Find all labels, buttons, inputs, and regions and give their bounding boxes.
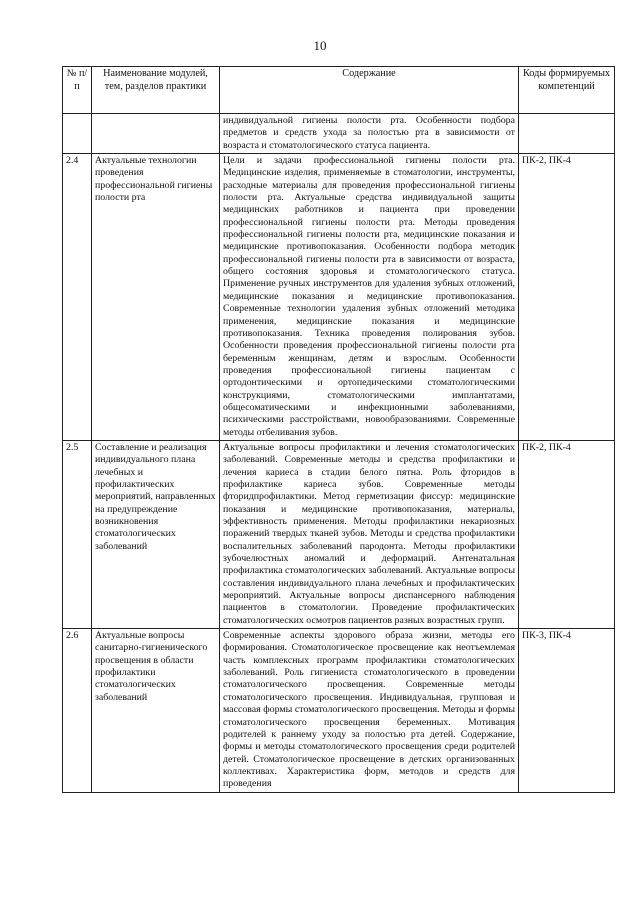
page-number: 10 <box>313 38 327 53</box>
row-codes <box>519 114 615 154</box>
row-codes: ПК-2, ПК-4 <box>519 440 615 628</box>
table-header-row <box>63 67 615 114</box>
table-row <box>63 114 615 154</box>
row-num: 2.6 <box>63 629 92 792</box>
row-num: 2.4 <box>63 154 92 441</box>
row-name <box>92 114 220 154</box>
row-content: Актуальные вопросы профилактики и лечения стоматологических заболеваний. Современные методы и средства профилактики и лечения кариеса в стадии белого пятна. Роль фторидов в профилактике кариеса зубов. Современные методы фторидпрофилактики. Метод герметизации фиссур: медицинские показания и медицинские противопоказания, материалы, эффективность применения. Методы профилактики некариозных поражений твердых тканей зубов. Методы и средства профилактики воспалительных заболеваний пародонта. Методы профилактики зубочелюстных аномалий и деформаций. Антенатальная профилактика стоматологических заболеваний. Актуальные вопросы составления индивидуального плана лечебных и профилактических мероприятий. Актуальные вопросы диспансерного наблюдения пациентов в стоматологии. Проведение профилактических стоматологических осмотров пациентов разных возрастных групп. <box>220 440 519 628</box>
row-content: Цели и задачи профессиональной гигиены полости рта. Медицинские изделия, применяемые в стоматологии, инструменты, расходные материалы для проведения профессиональной гигиены полости рта. Актуальные средства индивидуальной защиты медицинских работников и пациента при проведении профессиональной гигиены полости рта. Методы проведения профессиональной гигиены полости рта, медицинские показания и медицинские противопоказания. Особенности подбора методик профессиональной гигиены полости рта в зависимости от возраста, общего состояния здоровья и стоматологического статуса. Применение ручных инструментов для удаления зубных отложений, медицинские показания и медицинские противопоказания. Современные технологии удаления зубных отложений методика применения, медицинские показания и медицинские противопоказания. Техника проведения полирования зубов. Особенности проведения профессиональной гигиены полости рта беременным женщинам, детям и взрослым. Особенности проведения профессиональной гигиены пациентам с ортодонтическими и ортопедическими стоматологическими конструкциями, стоматологическими имплантатами, общесоматическими и инфекционными заболеваниями, психическими расстройствами, новообразованиями. Современные методы отбеливания зубов. <box>220 154 519 441</box>
header-name: Наименование модулей, тем, разделов практики <box>92 67 220 114</box>
row-codes: ПК-3, ПК-4 <box>519 629 615 792</box>
row-codes: ПК-2, ПК-4 <box>519 154 615 441</box>
header-content: Содержание <box>220 67 519 114</box>
row-num <box>63 114 92 154</box>
row-num: 2.5 <box>63 440 92 628</box>
row-content: индивидуальной гигиены полости рта. Особенности подбора предметов и средств ухода за полостью рта в зависимости от возраста и стоматологического статуса пациента. <box>220 114 519 154</box>
table-row <box>63 154 615 441</box>
table-row <box>63 440 615 628</box>
row-name: Составление и реализация индивидуального плана лечебных и профилактических мероприятий, направленных на предупреждение возникновения стоматологических заболеваний <box>92 440 220 628</box>
header-num: № п/п <box>63 67 92 114</box>
row-name: Актуальные вопросы санитарно-гигиенического просвещения в области профилактики стоматологических заболеваний <box>92 629 220 792</box>
row-name: Актуальные технологии проведения профессиональной гигиены полости рта <box>92 154 220 441</box>
curriculum-table <box>62 66 615 793</box>
header-codes: Коды формируемых компетенций <box>519 67 615 114</box>
row-content: Современные аспекты здорового образа жизни, методы его формирования. Стоматологическое просвещение как неотъемлемая часть комплексных программ профилактики стоматологических заболеваний. Роль гигиениста стоматологического в проведении стоматологического просвещения. Современные методы стоматологического просвещения. Индивидуальная, групповая и массовая формы стоматологического просвещения. Методы и формы стоматологического просвещения беременных. Мотивация родителей к раннему уходу за полостью рта детей. Содержание, формы и методы стоматологического просвещения среди родителей детей. Стоматологическое просвещение в детских организованных коллективах. Характеристика форм, методов и средств для проведения <box>220 629 519 792</box>
table-row <box>63 629 615 792</box>
